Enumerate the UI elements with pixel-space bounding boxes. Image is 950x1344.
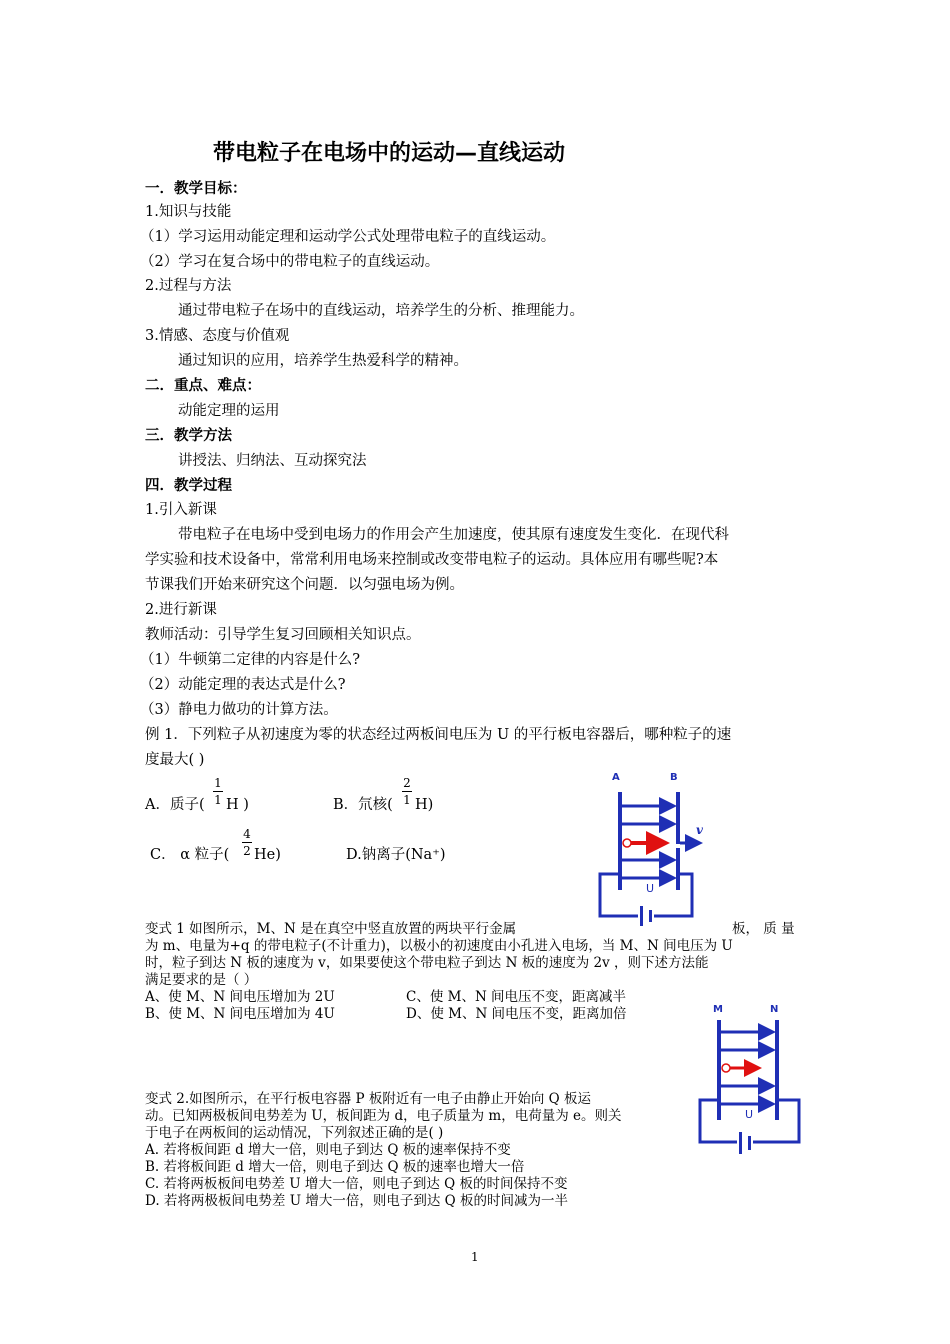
new-lesson-title: 2.进行新课 — [145, 602, 217, 618]
variant-2-option-d: D. 若将两极板间电势差 U 增大一倍，则电子到达 Q 板的时间减为一半 — [145, 1193, 569, 1209]
section-heading-methods: 三．教学方法 — [145, 428, 232, 444]
option-a-atomic-number: 1 — [214, 793, 222, 807]
teacher-activity: 教师活动：引导学生复习回顾相关知识点。 — [145, 627, 421, 643]
example-1-option-d: D.钠离子(Na⁺) — [346, 847, 446, 863]
variant-1-option-b: B、使 M、N 间电压增加为 4U — [145, 1006, 335, 1022]
circuit-wire — [700, 1100, 799, 1142]
capacitor-figure-2 — [695, 1000, 807, 1160]
plate-n — [775, 1020, 779, 1120]
option-b-atomic-number: 1 — [403, 793, 411, 807]
variant-1-line-2: 为 m、电量为+q 的带电粒子(不计重力)，以极小的初速度由小孔进入电场，当 M、N 间电压为 U — [145, 938, 733, 954]
page-title: 带电粒子在电场中的运动—直线运动 — [213, 141, 566, 166]
review-question-3: （3）静电力做功的计算方法。 — [140, 702, 338, 718]
variant-1-line-4: 满足要求的是（ ） — [145, 972, 258, 988]
option-c-atomic-number: 2 — [243, 844, 251, 858]
option-c-mass-number: 4 — [243, 827, 251, 841]
subheading-knowledge: 1.知识与技能 — [145, 204, 232, 220]
charged-particle — [722, 1064, 730, 1072]
section-heading-objectives: 一．教学目标： — [145, 181, 247, 197]
battery-short-plate — [649, 910, 652, 922]
variant-1-option-c: C、使 M、N 间电压不变，距离减半 — [406, 989, 627, 1005]
option-b-label: B．氘核( — [333, 797, 393, 813]
variant-1-option-d: D、使 M、N 间电压不变，距离加倍 — [406, 1006, 627, 1022]
battery-short-plate — [748, 1136, 751, 1150]
intro-line-2: 学实验和技术设备中，常常利用电场来控制或改变带电粒子的运动。具体应用有哪些呢?本 — [145, 552, 719, 568]
methods-text: 讲授法、归纳法、互动探究法 — [178, 453, 367, 469]
option-b-mass-number: 2 — [403, 776, 411, 790]
plate-b — [676, 792, 680, 844]
velocity-label: v — [696, 823, 703, 837]
variant-2-line-1: 变式 2.如图所示，在平行板电容器 P 板附近有一电子由静止开始向 Q 板运 — [145, 1091, 591, 1107]
option-b-symbol: H) — [415, 797, 434, 813]
attitude-text: 通过知识的应用，培养学生热爱科学的精神。 — [178, 353, 468, 369]
review-question-2: （2）动能定理的表达式是什么? — [140, 677, 346, 693]
variant-2-option-c: C. 若将两板板间电势差 U 增大一倍，则电子到达 Q 板的时间保持不变 — [145, 1176, 568, 1192]
plate-m-label: M — [713, 1004, 723, 1015]
variant-1-line-1b: 板， 质 量 — [732, 921, 795, 937]
variant-2-option-b: B. 若将板间距 d 增大一倍，则电子到达 Q 板的速率也增大一倍 — [145, 1159, 525, 1175]
variant-1-line-3: 时，粒子到达 N 板的速度为 v，如果要使这个带电粒子到达 N 板的速度为 2v ，则下述方法能 — [145, 955, 709, 971]
plate-b-label: B — [670, 772, 678, 783]
capacitor-figure-1 — [590, 768, 720, 938]
plate-b-lower — [676, 848, 680, 890]
voltage-label: U — [745, 1108, 754, 1121]
process-text: 通过带电粒子在场中的直线运动，培养学生的分析、推理能力。 — [178, 303, 584, 319]
option-c-symbol: He) — [254, 847, 281, 863]
example-1-line-1: 例 1．下列粒子从初速度为零的状态经过两板间电压为 U 的平行板电容器后，哪种粒子的速 — [145, 727, 732, 743]
charged-particle — [623, 839, 631, 847]
review-question-1: （1）牛顿第二定律的内容是什么? — [140, 652, 360, 668]
battery-long-plate — [739, 1132, 742, 1154]
knowledge-item-1: （1）学习运用动能定理和运动学公式处理带电粒子的直线运动。 — [140, 229, 556, 245]
option-a-label: A．质子( — [145, 797, 205, 813]
option-a-fraction-bar — [213, 791, 223, 792]
plate-a-label: A — [612, 772, 620, 783]
variant-1-option-a: A、使 M、N 间电压增加为 2U — [145, 989, 335, 1005]
example-1-line-2: 度最大( ) — [145, 752, 205, 768]
subheading-attitude: 3.情感、态度与价值观 — [145, 328, 290, 344]
page-number: 1 — [471, 1250, 479, 1264]
subheading-process: 2.过程与方法 — [145, 278, 232, 294]
variant-1-line-1a: 变式 1 如图所示，M、N 是在真空中竖直放置的两块平行金属 — [145, 921, 517, 937]
knowledge-item-2: （2）学习在复合场中的带电粒子的直线运动。 — [140, 254, 440, 270]
variant-2-option-a: A. 若将板间距 d 增大一倍，则电子到达 Q 板的速率保持不变 — [145, 1142, 511, 1158]
key-points-text: 动能定理的运用 — [178, 403, 280, 419]
option-a-mass-number: 1 — [214, 776, 222, 790]
option-b-fraction-bar — [402, 791, 412, 792]
section-heading-key-points: 二．重点、难点： — [145, 378, 261, 394]
plate-n-label: N — [770, 1004, 779, 1015]
option-a-symbol: H ) — [226, 797, 249, 813]
option-c-fraction-bar — [242, 842, 252, 843]
plate-m — [717, 1020, 721, 1120]
intro-title: 1.引入新课 — [145, 502, 217, 518]
intro-line-3: 节课我们开始来研究这个问题．以匀强电场为例。 — [145, 577, 464, 593]
intro-line-1: 带电粒子在电场中受到电场力的作用会产生加速度，使其原有速度发生变化．在现代科 — [178, 527, 729, 543]
variant-2-line-2: 动。已知两极板间电势差为 U，板间距为 d，电子质量为 m，电荷量为 e。则关 — [145, 1108, 622, 1124]
option-c-label: C． α 粒子( — [150, 847, 230, 863]
voltage-label: U — [646, 882, 655, 895]
section-heading-process: 四．教学过程 — [145, 478, 232, 494]
battery-long-plate — [640, 906, 643, 926]
variant-2-line-3: 于电子在两板间的运动情况，下列叙述正确的是( ) — [145, 1125, 444, 1141]
